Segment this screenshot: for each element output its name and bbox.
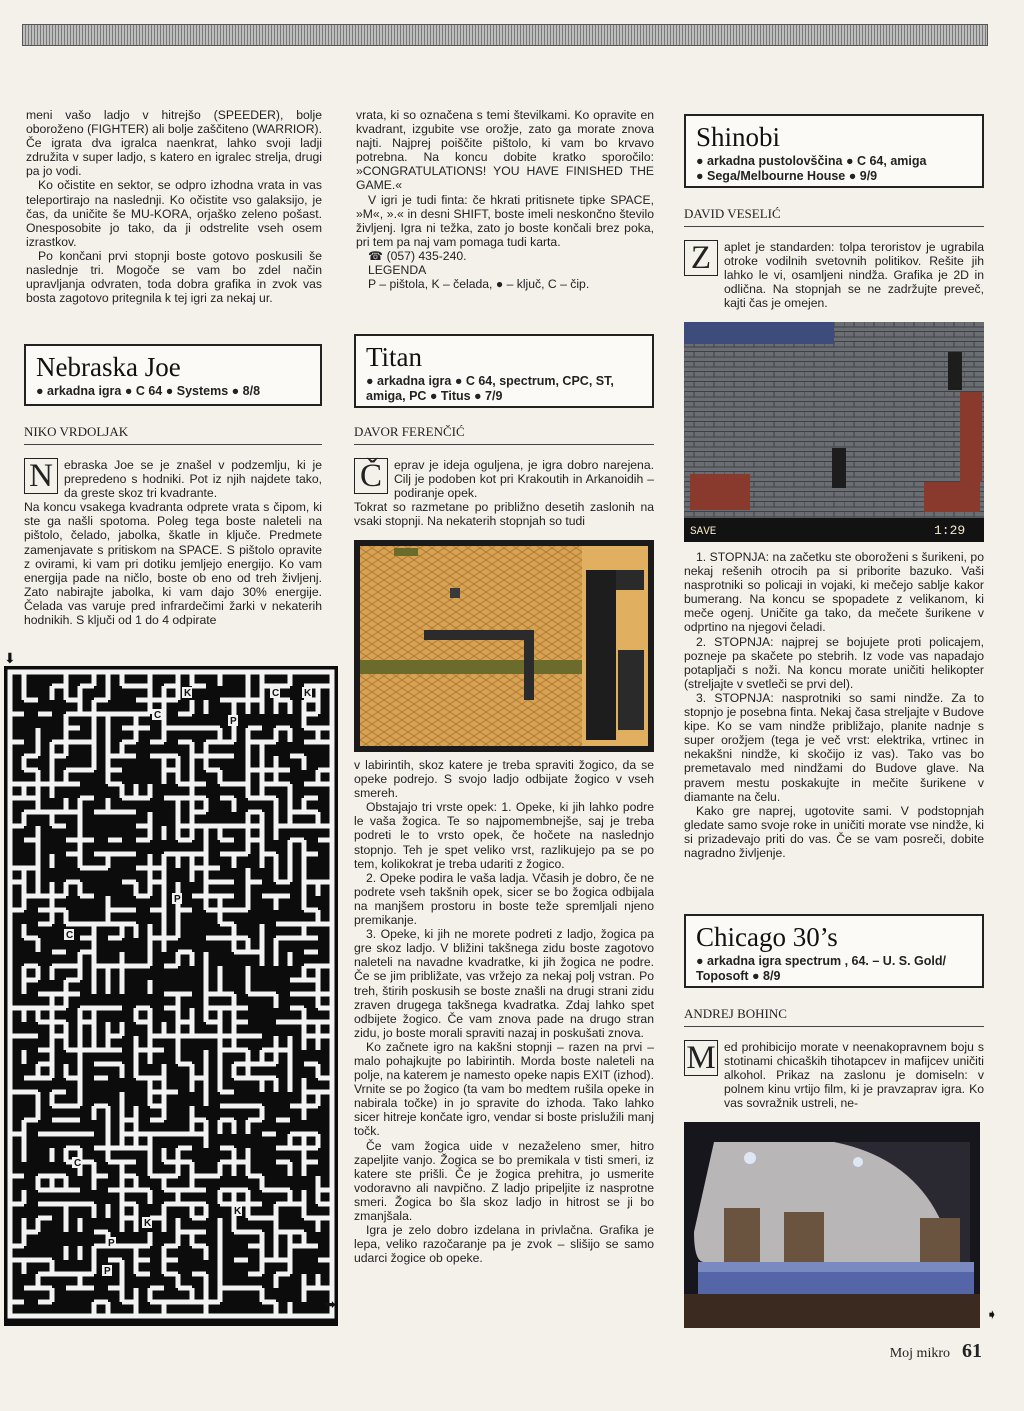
maze-map — [4, 666, 338, 1326]
article-meta: ● arkadna igra spectrum , 64. – U. S. Gold/ — [696, 954, 946, 968]
magazine-name: Moj mikro — [889, 1346, 950, 1361]
shinobi-title-box — [684, 114, 984, 188]
paragraph: Kako gre naprej, ugotovite sami. V podstopnjah gledate samo svoje roke in uničiti morate vse nindže, ki si prizadevajo priti do vas. Če se vam posreči, dobite nagradno življenje. — [684, 803, 984, 860]
titan-author: DAVOR FERENČIĆ — [354, 424, 654, 445]
maze-label: P — [104, 1266, 111, 1277]
paragraph: V igri je tudi finta: če hkrati pritisnete tipke SPACE, »M«, ».« in desni SHIFT, boste imeli neskončno število življenj. Igra ni težka, zato jo boste končali brez poka, pri tem pa naj vam pomaga tudi karta. — [356, 192, 654, 249]
shinobi-lead — [684, 240, 984, 310]
chicago-author: ANDREJ BOHINC — [684, 1006, 984, 1027]
titan-lead — [354, 458, 654, 528]
col2-intro — [356, 108, 654, 291]
page-number: 61 — [962, 1340, 982, 1362]
maze-label: C — [66, 930, 74, 941]
maze-label: C — [272, 688, 280, 699]
continue-arrow-icon: ➧ — [986, 1306, 998, 1322]
down-arrow-icon: ⬇ — [4, 650, 16, 666]
paragraph: meni vašo ladjo v hitrejšo (SPEEDER), bolje oboroženo (FIGHTER) ali bolje zaščiteno (WARRIOR). Če igrata dva igralca naenkrat, lahko svoji ladji združita v super ladjo, s katero en igralec strelja, drugi pa jo vodi. — [26, 108, 322, 179]
nebraska-text — [24, 458, 322, 627]
paragraph: vrata, ki so označena s temi številkami. Ko opravite en kvadrant, izgubite vse orožje, zato ga morate znova najti. Najprej poiščite pištolo, ki vam bo krvavo potrebna. Na koncu dobite kratko sporočilo: »CONGRATULATIONS! YOU HAVE FINISHED THE GAME.« — [356, 108, 654, 193]
paragraph: Če vam žogica uide v nezaželeno smer, hitro zapeljite vanjo. Žogica se bo premikala v tisti smeri, iz katere ste prišli. Če je žogica prehitra, jo usmerite vodoravno ali navpično. Z ladjo pripeljite iz nasprotne smeri. Žogica bo šla skoz ladjo in hitrost se ji bo zmanjšala. — [354, 1138, 654, 1223]
paragraph: Po končani prvi stopnji boste gotovo poskusili še naslednje tri. Mogoče se vam bo zdel način upravljanja odvraten, toda dobra grafika in zvok vas bosta zagotovo pritegnila k tej igri za nekaj ur. — [26, 248, 322, 306]
paragraph: Na koncu vsakega kvadranta odprete vrata s čipom, ki ste ga našli spotoma. Poleg tega boste naleteli na pištolo, čelado, jabolka, škatle in ključe. Predmete zamenjavate s pritiskom na SPACE. S pištolo opravite z ovirami, ki vam pri dotiku jemljejo energijo. Ko vam energija pade na ničlo, boste ob eno od treh življenj. Zato nabirajte jabolka, ki vam dajo 30% energije. Čelada vas varuje pred infrardečimi žarki v nekaterih hodnikih. S ključi od 1 do 4 odpirate — [24, 500, 322, 628]
paragraph: 1. STOPNJA: na začetku ste oboroženi s šurikeni, po nekaj rešenih otrocih pa si priborite bazuko. Vaši nasprotniki so policaji in vojaki, ki mečejo sablje kakor bumerang. Na koncu se spopadete z velikanom, ki meče ogenj. Uničite ga tako, da mečete šurikene v odprtino na njegovi čeladi. — [684, 550, 984, 635]
article-title: Shinobi — [696, 122, 781, 152]
right-arrow-icon: ➡ — [324, 1296, 336, 1312]
drop-cap: Č — [354, 458, 388, 494]
titan-body — [354, 758, 654, 1265]
paragraph: Ko očistite en sektor, se odpro izhodna vrata in vas teleportirajo na naslednji. Ko očistite vso galaksijo, je čas, da uničite še MU-KORA, orjaško zeleno pošast. Onesposobite jo tako, da ji odstrelite vseh osem izrastkov. — [26, 178, 322, 249]
maze-label: P — [174, 894, 181, 905]
shinobi-screenshot — [684, 322, 984, 542]
article-title: Titan — [366, 342, 423, 372]
legend-text: P – pištola, K – čelada, ● – ključ, C – čip. — [368, 277, 590, 292]
maze-label: C — [154, 710, 162, 721]
chicago-title-box — [684, 914, 984, 988]
article-title: Chicago 30’s — [696, 922, 838, 952]
paragraph: Ko začnete igro na kakšni stopnji – razen na prvi – malo pohajkujte po labirintih. Morda boste naleteli na polje, na katerem je namesto opeke napis EXIT (izhod). Vrnite se po žogico (ta vam bo medtem rušila opeke in nabirala točke) in jo spravite do izhoda. Tako lahko sicer hitreje končate igro, vendar si boste prislužili manj točk. — [354, 1039, 654, 1139]
maze-label: P — [230, 716, 237, 727]
shinobi-author: DAVID VESELIĆ — [684, 206, 984, 227]
drop-cap: M — [684, 1040, 718, 1076]
hud-timer: 1:29 — [934, 523, 966, 538]
col1-intro — [26, 108, 322, 305]
nebraska-author: NIKO VRDOLJAK — [24, 424, 322, 445]
article-meta: ● Sega/Melbourne House ● 9/9 — [696, 169, 878, 183]
article-meta: Toposoft ● 8/9 — [696, 969, 781, 983]
paragraph: 2. Opeke podira le vaša ladja. Včasih je dobro, če ne podrete vseh takšnih opek, sicer se bo žogica odbijala na manjšem prostoru in boste teže spremljali njeno premikanje. — [354, 870, 654, 928]
chicago-screenshot — [684, 1122, 980, 1328]
lead-paragraph: ed prohibicijo morate v neenakopravnem boju s stotinami chicaških tihotapcev in mafijcev uničiti alkohol. Prikaz na zaslonu je domiseln: v polnem kinu vrtijo film, ki je pravzaprav igra. Ko vas sovražnik ustreli, ne- — [724, 1040, 984, 1111]
drop-cap: Z — [684, 240, 718, 276]
legend-title: LEGENDA — [368, 263, 427, 278]
lead-paragraph: ebraska Joe se je znašel v podzemlju, ki je prepredeno s hodniki. Pot iz njih najdete tako, da greste skoz tri kvadrante. — [64, 458, 322, 501]
maze-label: K — [304, 688, 312, 699]
paragraph: Tokrat so razmetane po približno desetih zaslonih na vsaki stopnji. Na nekaterih stopnjah so tudi — [354, 500, 654, 529]
lead-paragraph: aplet je standarden: tolpa teroristov je ugrabila otroke vodilnih svetovnih politikov. Rešite jih lahko le vi, osamljeni nindža. Grafika je 2D in odlična. Na stopnjah se ne zadržujte preveč, kajti čas je omejen. — [724, 240, 984, 311]
lead-paragraph: eprav je ideja oguljena, je igra dobro narejena. Cilj je podoben kot pri Krakoutih in Arkanoidih – podiranje opek. — [394, 458, 654, 501]
paragraph: 3. Opeke, ki jih ne morete podreti z ladjo, žogica pa gre skoz ladjo. V bližini takšnega zidu boste zagotovo naleteli na navadne kvadratke, ki jih žogica ne podre. Če se jim približate, vas vržejo za nekaj polj vstran. Po treh, štirih poskusih se boste znašli na drugi strani zidu zraven drugega takšnega kvadratka. Zdaj lahko spet odbijete žogico. Če vam znova pade na drugo stran zidu, jo boste morali spraviti nazaj in poskušati znova. — [354, 927, 654, 1040]
maze-label: K — [144, 1218, 152, 1229]
titan-screenshot — [354, 540, 654, 752]
phone-number: ☎ (057) 435-240. — [368, 248, 467, 263]
article-meta: ● arkadna igra ● C 64, spectrum, CPC, ST, amiga, PC ● Titus ● 7/9 — [366, 374, 614, 403]
hud-save-label: SAVE — [690, 526, 717, 538]
maze-label: K — [234, 1206, 242, 1217]
maze-label: C — [74, 1158, 82, 1169]
article-meta: ● arkadna pustolovščina ● C 64, amiga — [696, 154, 927, 168]
paragraph: Igra je zelo dobro izdelana in privlačna. Grafika je lepa, veliko razočaranje pa je zvok – slišijo se samo udarci žogice ob opeke. — [354, 1223, 654, 1266]
maze-label: K — [184, 688, 192, 699]
paragraph: 2. STOPNJA: najprej se bojujete proti policajem, pozneje pa skačete po stebrih. Iz vode vas napadajo potapljači s noži. Na koncu morate uničiti helikopter (streljajte v svetleči se prvi del). — [684, 634, 984, 691]
paragraph: Obstajajo tri vrste opek: 1. Opeke, ki jih lahko podre le vaša žogica. Te so najpomembnejše, saj je treba podreti le to vrsto opek, če hočete na naslednjo stopnjo. Teh je spet veliko vrst, razlikujejo pa se po tem, kolikokrat je treba udariti z žogico. — [354, 800, 654, 871]
shinobi-body — [684, 550, 984, 860]
article-meta: ● arkadna igra ● C 64 ● Systems ● 8/8 — [36, 384, 261, 398]
paragraph: v labirintih, skoz katere je treba spraviti žogico, da se opeke podrejo. S svojo ladjo odbijate žogico v vseh smereh. — [354, 758, 654, 801]
article-title: Nebraska Joe — [36, 352, 181, 382]
top-decorative-bar — [22, 24, 988, 46]
titan-title-box — [354, 334, 654, 408]
drop-cap: N — [24, 458, 58, 494]
maze-label: P — [108, 1238, 115, 1249]
paragraph: 3. STOPNJA: nasprotniki so sami nindže. Za to stopnjo je posebna finta. Nekaj časa streljajte v Budove kipe. Ko se vam nindže približajo, planite nadnje s super orožjem (tega je več vrst: elektrika, vrtinec in nekakšni nindže, ki skočijo iz vas). Tako vas bo premetavalo med nindžami do Budove glave. Na pravem mestu poskakujte in mečite šurikene v diamante na čelu. — [684, 690, 984, 804]
chicago-lead — [684, 1040, 984, 1110]
nebraska-title-box — [24, 344, 322, 406]
page-footer — [890, 1340, 982, 1363]
